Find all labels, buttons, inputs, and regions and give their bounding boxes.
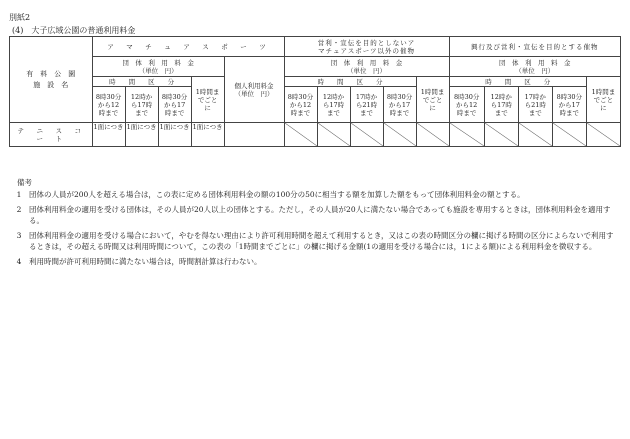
unit-label: （単位 円） [515, 66, 555, 75]
fee-cell: 1面につき [158, 123, 191, 147]
amateur-sports-header: ア マ チ ュ ア ス ポ ー ツ [92, 37, 284, 57]
fee-cell: 1面につき [125, 123, 158, 147]
note-number: 2 [16, 205, 22, 214]
group-fee-header-1 [92, 57, 224, 77]
annex-label: 別紙2 [9, 13, 31, 22]
per-hour-header-3: 1時間ま でごと に [586, 77, 620, 123]
not-applicable-cell [350, 123, 383, 147]
group-fee-label: 団 体 利 用 料 金 [330, 58, 403, 67]
time-slot-header: 8時30分 から12 時まで [449, 87, 484, 123]
note-number: 1 [16, 190, 22, 199]
fee-cell: 1面につき [92, 123, 125, 147]
time-division-header-3: 時 間 区 分 [449, 77, 586, 87]
facility-name: テ ニ ス コ ー ト [10, 123, 93, 147]
note-text: 利用時間が許可利用時間に満たない場合は，時間割計算は行わない。 [29, 257, 262, 266]
not-applicable-cell [383, 123, 416, 147]
group-fee-label: 団 体 利 用 料 金 [122, 58, 194, 67]
not-applicable-cell [586, 123, 620, 147]
time-slot-header: 17時か ら21時 まで [350, 87, 383, 123]
note-text: 団体利用料金の適用を受ける場合において，やむを得ない理由により許可利用時間を超えて利用するとき，又はこの表の時間区分の欄に掲げる時間の区分によらないで利用するときは，その超える時間又は利用時間について，この表の「1時間までごとに」の欄に掲げる金額(1の適用を受ける場合には，1による額)による利用料金を徴収する。 [29, 231, 614, 251]
commercial-header: 興行及び営利・宣伝を目的とする催物 [449, 37, 620, 57]
note-number: 3 [16, 231, 22, 240]
not-applicable-cell [552, 123, 586, 147]
per-hour-header-1: 1時間ま でごと に [191, 77, 224, 123]
time-slot-header: 12時か ら17時 まで [317, 87, 350, 123]
time-slot-header: 8時30分 から17 時まで [158, 87, 191, 123]
note-text: 団体利用料金の適用を受ける団体は，その人員が20人以上の団体とする。ただし，その人員が20人に満たない場合であっても施設を専用するときは，団体利用料金を適用する。 [29, 205, 611, 225]
time-slot-header: 8時30分 から17 時まで [383, 87, 416, 123]
time-division-header-2: 時 間 区 分 [284, 77, 416, 87]
not-applicable-cell [416, 123, 449, 147]
unit-label: （単位 円） [138, 66, 178, 75]
time-slot-header: 8時30分 から12 時まで [284, 87, 317, 123]
empty-cell [224, 123, 284, 147]
note-item [9, 256, 619, 267]
fee-cell: 1面につき [191, 123, 224, 147]
note-item [9, 230, 619, 252]
fee-table [9, 36, 621, 147]
note-item [9, 204, 619, 226]
time-slot-header: 12時か ら17時 まで [125, 87, 158, 123]
section-title: (4) 大子広域公園の普通利用料金 [12, 26, 136, 35]
time-slot-header: 12時か ら17時 まで [484, 87, 518, 123]
non-commercial-header: 営利・宣伝を目的としないア マチュアスポーツ以外の催物 [284, 37, 449, 57]
group-fee-header-3 [449, 57, 620, 77]
facility-header: 有 料 公 園 施 設 名 [10, 37, 93, 123]
not-applicable-cell [284, 123, 317, 147]
group-fee-header-2 [284, 57, 449, 77]
not-applicable-cell [449, 123, 484, 147]
time-division-header-1: 時 間 区 分 [92, 77, 191, 87]
unit-label: （単位 円） [347, 66, 387, 75]
notes-heading: 備考 [17, 178, 32, 187]
per-hour-header-2: 1時間ま でごと に [416, 77, 449, 123]
notes-section [9, 177, 619, 267]
note-text: 団体の人員が200人を超える場合は，この表に定める団体利用料金の額の100分の50に相当する額を加算した額をもって団体利用料金の額とする。 [29, 190, 525, 199]
time-slot-header: 17時か ら21時 まで [518, 87, 552, 123]
not-applicable-cell [317, 123, 350, 147]
note-item [9, 189, 619, 200]
time-slot-header: 8時30分 から12 時まで [92, 87, 125, 123]
individual-fee-header: 個人利用料金 （単位 円） [224, 57, 284, 123]
not-applicable-cell [518, 123, 552, 147]
not-applicable-cell [484, 123, 518, 147]
time-slot-header: 8時30分 から17 時まで [552, 87, 586, 123]
group-fee-label: 団 体 利 用 料 金 [499, 58, 571, 67]
note-number: 4 [16, 257, 22, 266]
